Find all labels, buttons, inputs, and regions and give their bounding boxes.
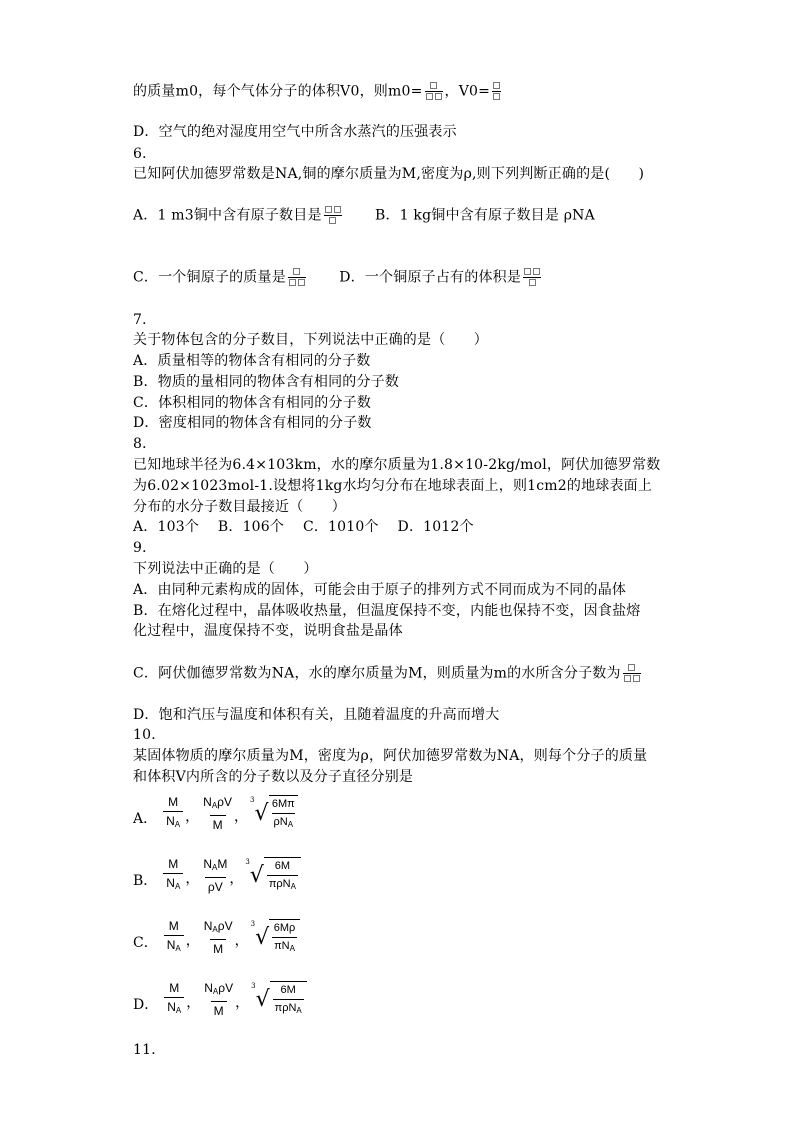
cube-root-diameter: 3 √ 6Mρ $\pi N_A$ <box>251 918 300 958</box>
fraction-count: $N_A\rho V$ M <box>203 795 232 832</box>
q10-option-b: B． M $N_A$ ， $N_AM$ ρV ， 3 √ 6M πρN$_A$ <box>133 855 301 896</box>
formula-a-image <box>324 205 342 226</box>
q10-number: 10． <box>133 727 166 743</box>
q11-number: 11． <box>133 1042 166 1058</box>
fraction-mass: M $N_A$ <box>163 793 183 834</box>
formula-c-image <box>288 267 306 288</box>
formula-9c-image <box>623 663 641 684</box>
fraction-count: $N_A\rho V$ M <box>203 919 233 956</box>
q10-option-d: D． M $N_A$ ， $N_A\rho V$ M ， 3 √ 6M πρN$_A$ <box>133 979 307 1020</box>
q9-option-c: C．阿伏伽德罗常数为NA，水的摩尔质量为M，则质量为m的水所含分子数为 <box>133 663 643 684</box>
q8-stem-3: 分布的水分子数目最接近（ ） <box>133 499 346 515</box>
q7-number: 7． <box>133 312 157 328</box>
q5-option-d: D．空气的绝对湿度用空气中所含水蒸汽的压强表示 <box>133 124 457 140</box>
q7-option-d: D．密度相同的物体含有相同的分子数 <box>133 415 372 431</box>
q9-stem: 下列说法中正确的是（ ） <box>133 561 318 577</box>
cube-root-diameter: 3 √ 6M πρN$_A$ <box>251 980 307 1020</box>
formula-m0-image <box>425 81 443 102</box>
q9-option-b-2: 化过程中，温度保持不变，说明食盐是晶体 <box>133 623 403 639</box>
q10-stem-1: 某固体物质的摩尔质量为M，密度为ρ，阿伏加德罗常数为NA，则每个分子的质量 <box>133 748 648 764</box>
q7-stem: 关于物体包含的分子数目，下列说法中正确的是（ ） <box>133 332 488 348</box>
fraction-mass: M $N_A$ <box>164 917 184 958</box>
q8-stem-2: 为6.02×1023mol-1.设想将1kg水均匀分布在地球表面上，则1cm2的地球表面上 <box>133 478 653 494</box>
q10-option-a: A． M $N_A$ ， $N_A\rho V$ M ， 3 √ 6Mπ $\rho N_A$ <box>133 793 298 834</box>
q10-stem-2: 和体积V内所含的分子数以及分子直径分别是 <box>133 769 414 785</box>
q6-options-cd: C．一个铜原子的质量是 D．一个铜原子占有的体积是 <box>133 267 543 288</box>
fraction-count: $N_AM$ ρV <box>203 857 228 894</box>
q9-option-b-1: B．在熔化过程中，晶体吸收热量，但温度保持不变，内能也保持不变，因食盐熔 <box>133 603 641 619</box>
q6-stem: 已知阿伏加德罗常数是NA,铜的摩尔质量为M,密度为ρ,则下列判断正确的是( ) <box>133 166 645 182</box>
q6-number: 6． <box>133 146 157 162</box>
formula-v0-image <box>492 81 501 102</box>
cube-root-diameter: 3 √ 6Mπ $\rho N_A$ <box>250 794 298 834</box>
q8-number: 8． <box>133 436 157 452</box>
cube-root-diameter: 3 √ 6M πρN$_A$ <box>245 856 301 896</box>
q7-option-a: A．质量相等的物体含有相同的分子数 <box>133 353 371 369</box>
q9-option-d: D．饱和汽压与温度和体积有关，且随着温度的升高而增大 <box>133 707 500 723</box>
q9-option-a: A．由同种元素构成的固体，可能会由于原子的排列方式不同而成为不同的晶体 <box>133 582 627 598</box>
fraction-mass: M $N_A$ <box>164 979 184 1020</box>
q7-option-b: B．物质的量相同的物体含有相同的分子数 <box>133 374 400 390</box>
q5-c-fragment: 的质量m0，每个气体分子的体积V0，则m0= ，V0= <box>133 81 503 102</box>
fraction-count: $N_A\rho V$ M <box>204 981 234 1018</box>
q6-options-ab: A．1 m3铜中含有原子数目是 B．1 kg铜中含有原子数目是 ρNA <box>133 205 595 226</box>
fraction-mass: M $N_A$ <box>163 855 183 896</box>
q9-number: 9． <box>133 540 157 556</box>
q8-stem-1: 已知地球半径为6.4×103km，水的摩尔质量为1.8×10-2kg/mol，阿伏加德罗常数 <box>133 457 661 473</box>
formula-d-image <box>523 267 541 288</box>
q10-option-c: C． M $N_A$ ， $N_A\rho V$ M ， 3 √ 6Mρ $\pi N_A$ <box>133 917 300 958</box>
q8-options: A．103个 B．106个 C．1010个 D．1012个 <box>133 519 474 535</box>
q7-option-c: C．体积相同的物体含有相同的分子数 <box>133 395 372 411</box>
